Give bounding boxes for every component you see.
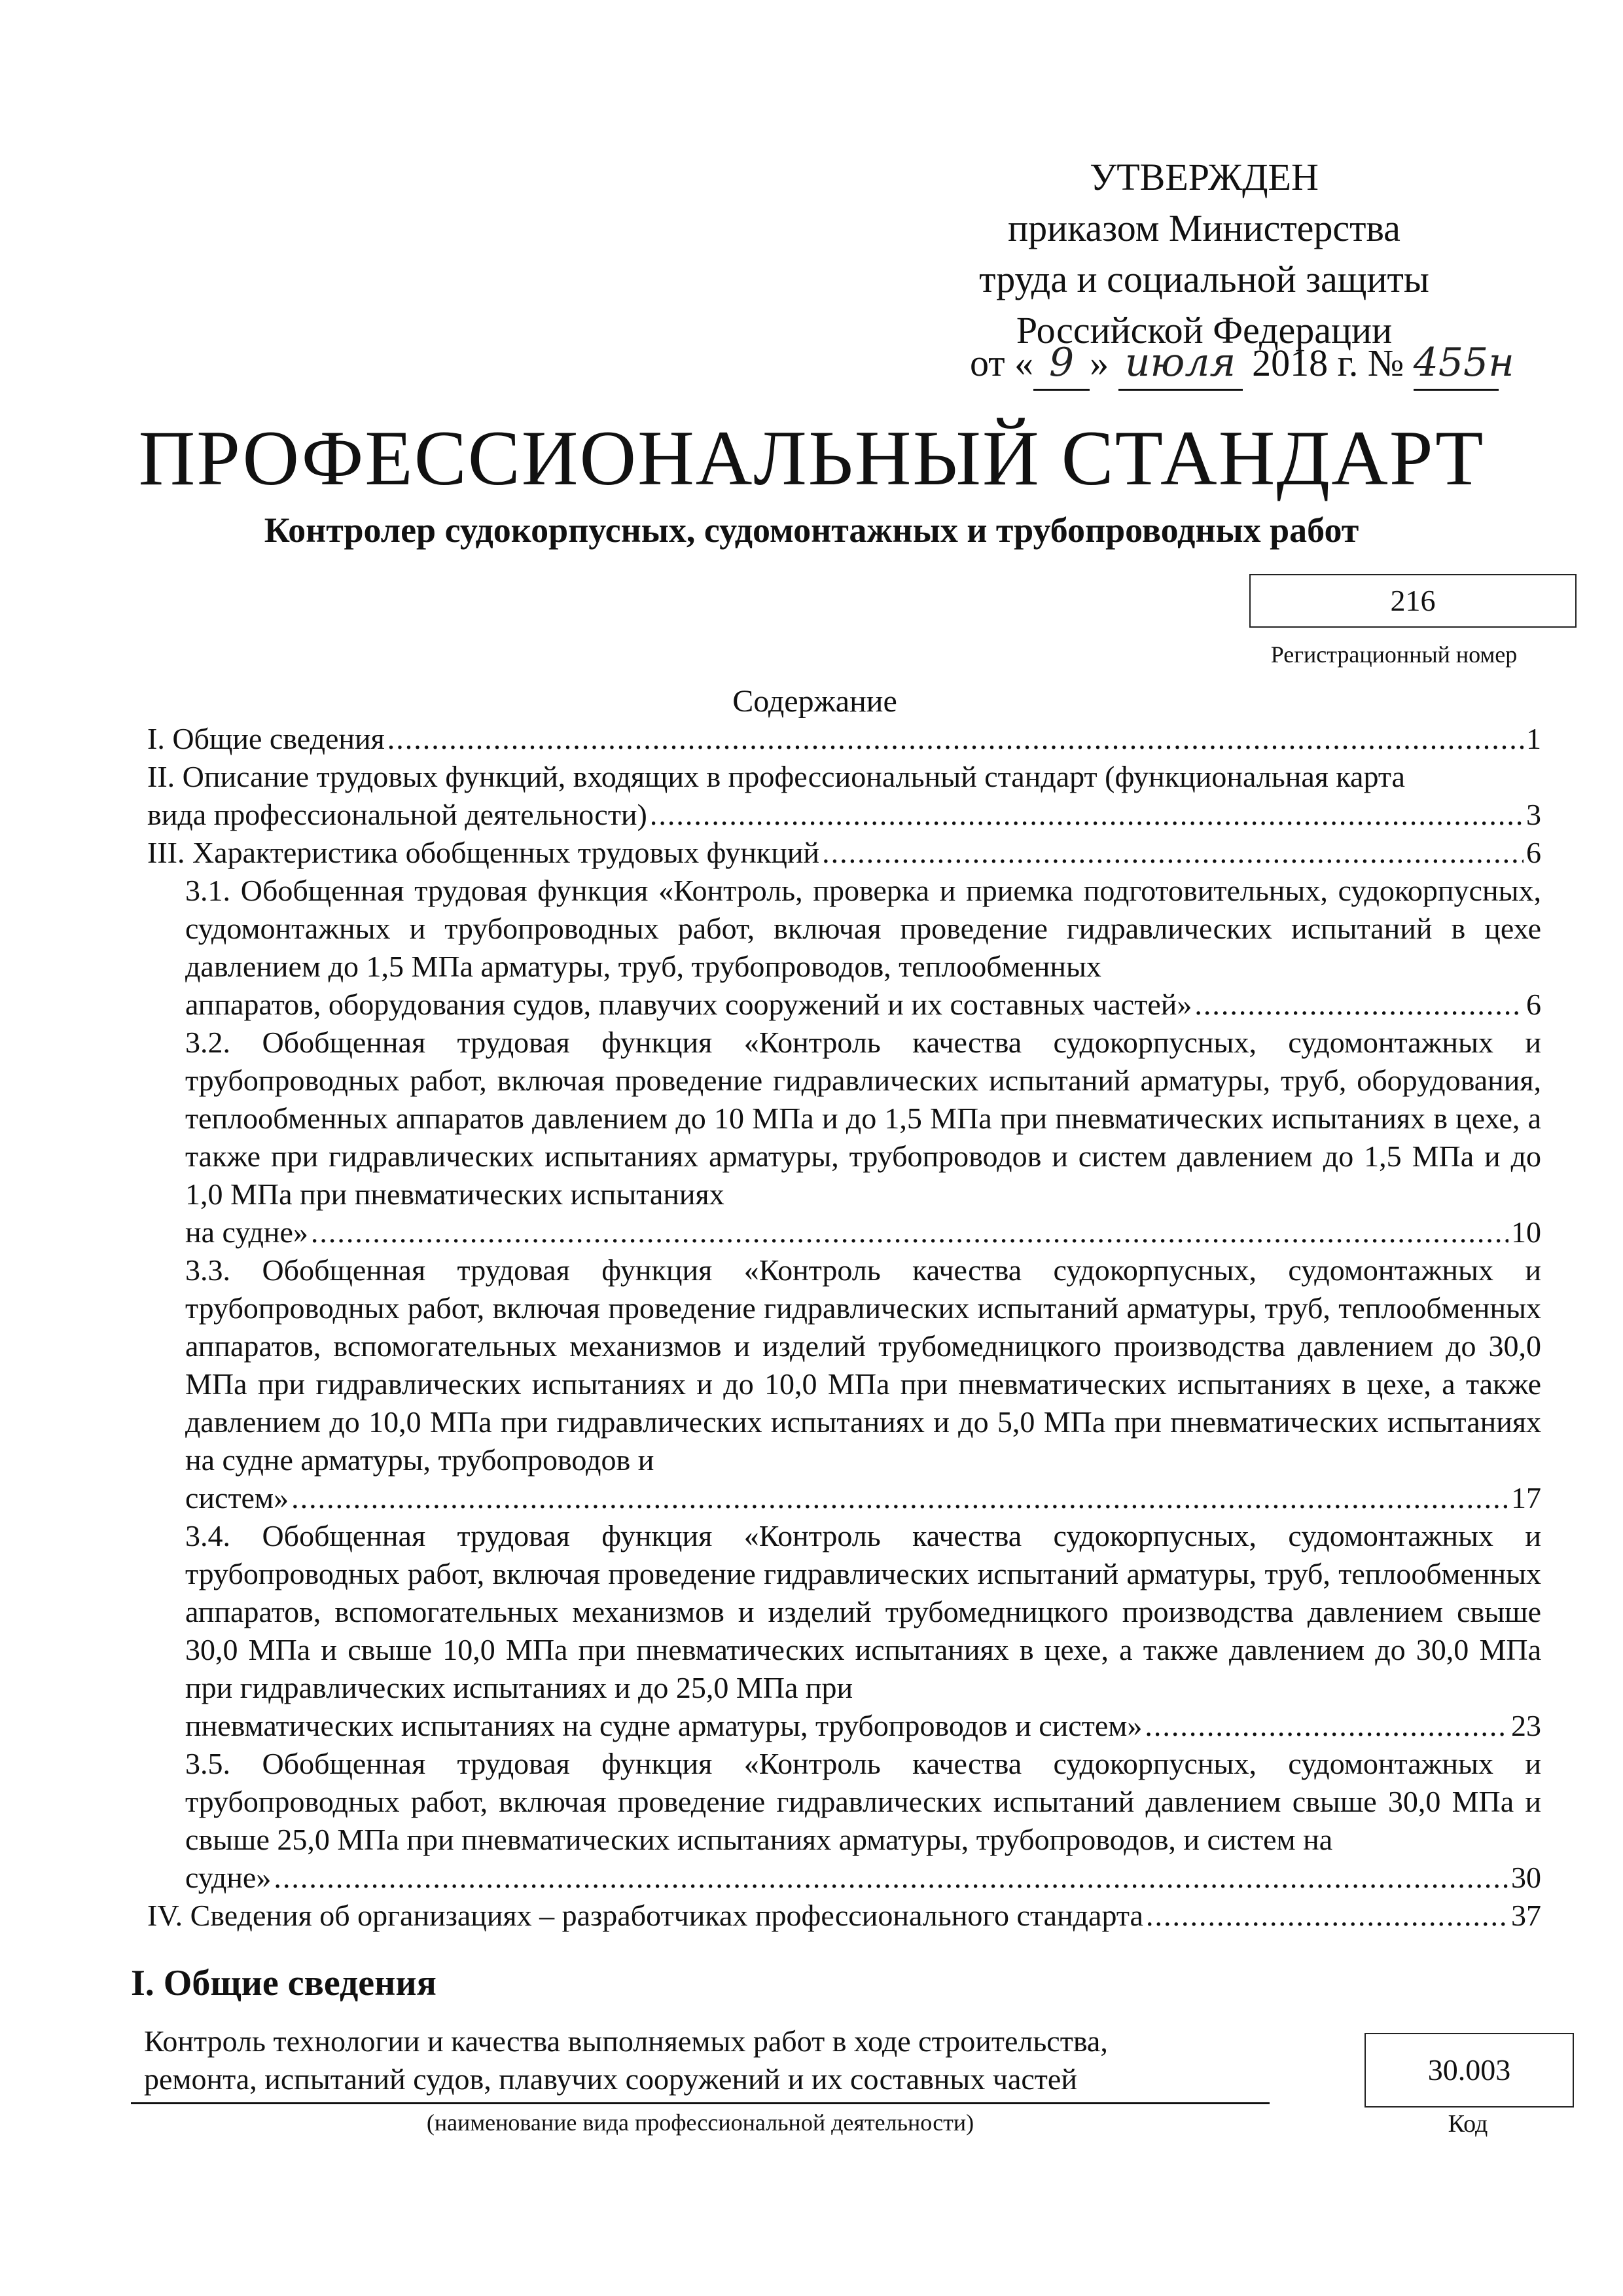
toc-entry-lead: 3.3. Обобщенная трудовая функция «Контроль качества судокорпусных, судомонтажных и трубопроводных работ, включая проведение гидравлических испытаний арматуры, труб, теплообменных аппаратов, вспомогательных механизмов и изделий трубомедницкого производства давлением до 30,0 МПа при гидравлических испытаниях и до 10,0 МПа при пневматических испытаниях в цехе, а также давлением до 10,0 МПа при гидравлических испытаниях и до 5,0 МПа при пневматических испытаниях на судне арматуры, трубопроводов и — [185, 1253, 1541, 1477]
toc-entry-line — [147, 720, 1541, 758]
order-year: 2018 г. № — [1252, 342, 1404, 384]
approval-block — [969, 152, 1440, 356]
order-month-blank — [1118, 337, 1243, 391]
toc-leader-dots — [311, 1213, 1508, 1251]
toc-entry-line — [185, 1859, 1541, 1897]
toc-leader-dots — [274, 1859, 1508, 1897]
toc-page-number: 30 — [1511, 1861, 1541, 1894]
toc-entry-3-2[interactable] — [147, 1024, 1541, 1251]
toc-entry-text: систем» — [185, 1481, 289, 1515]
order-quote-close: » — [1090, 342, 1109, 384]
toc-entry-line — [185, 1213, 1541, 1251]
toc-entry-line — [147, 796, 1541, 834]
approval-line-1: приказом Министерства — [1008, 207, 1400, 249]
order-date-line — [970, 337, 1514, 391]
toc-entry-text: III. Характеристика обобщенных трудовых функций — [147, 836, 820, 869]
toc-entry-3[interactable] — [147, 834, 1541, 872]
toc-page-number: 6 — [1526, 988, 1541, 1021]
toc-page-number: 6 — [1526, 836, 1541, 869]
registration-number-box: 216 — [1249, 574, 1577, 628]
toc-page-number: 23 — [1511, 1709, 1541, 1742]
toc-entry-text: на судне» — [185, 1215, 308, 1249]
registration-number-caption: Регистрационный номер — [1270, 641, 1518, 668]
toc-leader-dots — [1194, 986, 1524, 1024]
approval-line-2: труда и социальной защиты — [979, 258, 1429, 300]
order-day-blank — [1033, 337, 1090, 391]
toc-entry-text: IV. Сведения об организациях – разработчиках профессионального стандарта — [147, 1899, 1143, 1932]
toc-page-number: 3 — [1526, 798, 1541, 831]
table-of-contents — [147, 720, 1541, 1935]
toc-entry-line — [185, 1707, 1541, 1745]
activity-name: Контроль технологии и качества выполняемых работ в ходе строительства, ремонта, испытаний судов, плавучих сооружений и их составных частей — [144, 2024, 1108, 2096]
document-title: ПРОФЕССИОНАЛЬНЫЙ СТАНДАРТ — [138, 414, 1485, 501]
toc-entry-line — [185, 1479, 1541, 1517]
toc-entry-line — [185, 986, 1541, 1024]
toc-entry-3-1[interactable] — [147, 872, 1541, 1024]
toc-entry-line — [147, 834, 1541, 872]
toc-entry-lead: 3.2. Обобщенная трудовая функция «Контроль качества судокорпусных, судомонтажных и трубопроводных работ, включая проведение гидравлических испытаний арматуры, труб, оборудования, теплообменных аппаратов давлением до 10 МПа и до 1,5 МПа при пневматических испытаниях в цехе, а также при гидравлических испытаниях арматуры, трубопроводов и систем давлением до 1,5 МПа и до 1,0 МПа при пневматических испытаниях — [185, 1026, 1541, 1211]
toc-entry-1[interactable] — [147, 720, 1541, 758]
order-number-handwritten: 455н — [1413, 340, 1514, 386]
toc-page-number: 10 — [1511, 1215, 1541, 1249]
toc-heading-text: Содержание — [732, 684, 897, 719]
toc-entry-3-4[interactable] — [147, 1517, 1541, 1745]
toc-page-number: 37 — [1511, 1899, 1541, 1932]
order-prefix: от « — [970, 342, 1034, 384]
toc-entry-text: вида профессиональной деятельности) — [147, 798, 647, 831]
activity-code-caption: Код — [1448, 2110, 1488, 2138]
activity-code-box: 30.003 — [1364, 2033, 1574, 2108]
toc-leader-dots — [650, 796, 1524, 834]
activity-caption: (наименование вида профессиональной деятельности) — [426, 2109, 974, 2136]
toc-entry-lead: 3.5. Обобщенная трудовая функция «Контроль качества судокорпусных, судомонтажных и трубопроводных работ, включая проведение гидравлических испытаний давлением свыше 30,0 МПа и свыше 25,0 МПа при пневматических испытаниях арматуры, трубопроводов, и систем на — [185, 1747, 1541, 1856]
toc-entry-text: I. Общие сведения — [147, 722, 385, 755]
toc-entry-3-5[interactable] — [147, 1745, 1541, 1897]
toc-heading — [0, 681, 1623, 723]
activity-underline — [131, 2102, 1270, 2104]
approval-heading: УТВЕРЖДЕН — [1090, 156, 1319, 198]
toc-leader-dots — [1145, 1707, 1508, 1745]
toc-page-number: 17 — [1511, 1481, 1541, 1515]
section-1-title: I. Общие сведения — [131, 1963, 437, 2003]
toc-leader-dots — [1146, 1897, 1508, 1935]
toc-leader-dots — [822, 834, 1524, 872]
toc-entry-text: аппаратов, оборудования судов, плавучих сооружений и их составных частей» — [185, 988, 1192, 1021]
toc-entry-line — [147, 1897, 1541, 1935]
order-number-blank — [1413, 337, 1514, 391]
toc-entry-lead: II. Описание трудовых функций, входящих в профессиональный стандарт (функциональная карта — [147, 760, 1405, 793]
order-day-handwritten: 9 — [1049, 340, 1075, 386]
toc-entry-lead: 3.1. Обобщенная трудовая функция «Контроль, проверка и приемка подготовительных, судокорпусных, судомонтажных и трубопроводных работ, включая проведение гидравлических испытаний в цехе давлением до 1,5 МПа арматуры, труб, трубопроводов, теплообменных — [185, 874, 1541, 983]
document-subtitle — [0, 507, 1623, 553]
toc-entry-text: судне» — [185, 1861, 272, 1894]
toc-page-number: 1 — [1526, 722, 1541, 755]
toc-leader-dots — [291, 1479, 1508, 1517]
toc-entry-3-3[interactable] — [147, 1251, 1541, 1517]
toc-entry-lead: 3.4. Обобщенная трудовая функция «Контроль качества судокорпусных, судомонтажных и трубопроводных работ, включая проведение гидравлических испытаний арматуры, труб, теплообменных аппаратов, вспомогательных механизмов и изделий трубомедницкого производства давлением свыше 30,0 МПа и свыше 10,0 МПа при пневматических испытаниях в цехе, а также давлением до 30,0 МПа при гидравлических испытаниях и до 25,0 МПа при — [185, 1519, 1541, 1704]
order-month-handwritten: июля — [1124, 340, 1236, 386]
toc-entry-text: пневматических испытаниях на судне арматуры, трубопроводов и систем» — [185, 1709, 1143, 1742]
toc-leader-dots — [387, 720, 1524, 758]
subtitle-text: Контролер судокорпусных, судомонтажных и трубопроводных работ — [264, 511, 1359, 550]
toc-entry-4[interactable] — [147, 1897, 1541, 1935]
toc-entry-2[interactable] — [147, 758, 1541, 834]
approval-line-3: Российской Федерации — [1016, 309, 1393, 351]
